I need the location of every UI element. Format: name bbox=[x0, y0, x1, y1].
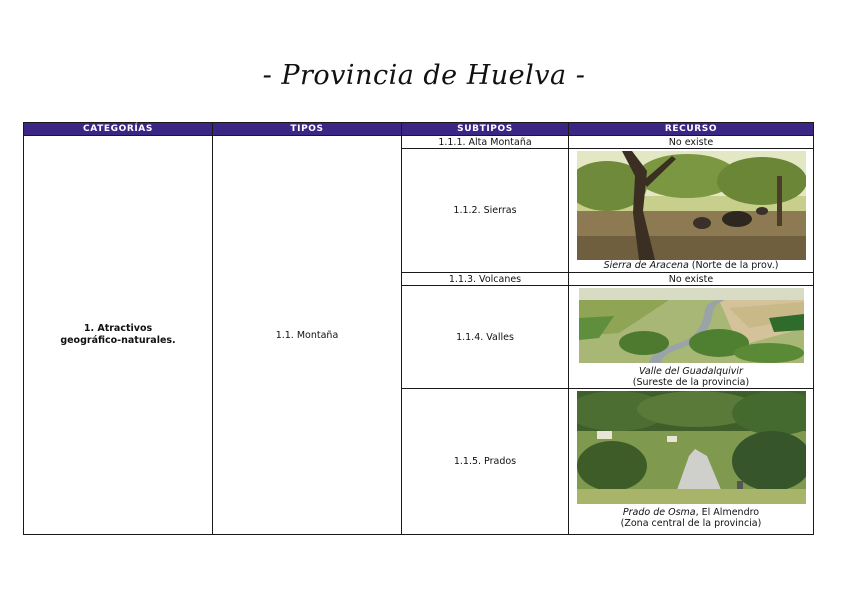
recurso-cell bbox=[569, 389, 814, 535]
subtipo-cell: 1.1.5. Prados bbox=[402, 389, 569, 535]
header-tipos: TIPOS bbox=[213, 123, 402, 136]
page-title: - Provincia de Huelva - bbox=[262, 60, 586, 91]
subtipo-cell: 1.1.1. Alta Montaña bbox=[402, 136, 569, 149]
prados-caption-name: Prado de Osma bbox=[622, 507, 696, 518]
sierras-caption bbox=[569, 260, 813, 271]
header-subtipos: SUBTIPOS bbox=[402, 123, 569, 136]
valles-caption-name-text: Valle del Guadalquivir bbox=[639, 366, 743, 377]
valles-caption-name bbox=[569, 366, 813, 377]
subtipo-cell: 1.1.3. Volcanes bbox=[402, 273, 569, 286]
recurso-cell bbox=[569, 286, 814, 389]
prados-caption-line1 bbox=[569, 507, 813, 518]
sierras-caption-name: Sierra de Aracena bbox=[603, 260, 689, 271]
type-cell: 1.1. Montaña bbox=[213, 136, 402, 535]
category-cell bbox=[24, 136, 213, 535]
header-recurso: RECURSO bbox=[569, 123, 814, 136]
table-row bbox=[24, 136, 814, 149]
prados-caption-place: , El Almendro bbox=[695, 507, 760, 518]
recurso-cell: No existe bbox=[569, 136, 814, 149]
table-header-row bbox=[24, 123, 814, 136]
recurso-cell bbox=[569, 149, 814, 273]
sierras-caption-location: (Norte de la prov.) bbox=[688, 260, 779, 271]
recurso-cell: No existe bbox=[569, 273, 814, 286]
river-valley-aerial-photo bbox=[579, 288, 804, 363]
valles-caption bbox=[569, 366, 813, 388]
subtipo-cell: 1.1.2. Sierras bbox=[402, 149, 569, 273]
valles-caption-location: (Sureste de la provincia) bbox=[632, 377, 750, 388]
prados-caption bbox=[569, 507, 813, 529]
oak-forest-pigs-photo bbox=[577, 151, 806, 260]
category-label: 1. Atractivos geográfico-naturales. bbox=[60, 323, 176, 346]
subtipo-cell: 1.1.4. Valles bbox=[402, 286, 569, 389]
prados-caption-location: (Zona central de la provincia) bbox=[620, 518, 762, 529]
header-categorias: CATEGORÍAS bbox=[24, 123, 213, 136]
tourism-resources-table bbox=[23, 122, 814, 535]
meadow-road-photo bbox=[577, 391, 806, 504]
